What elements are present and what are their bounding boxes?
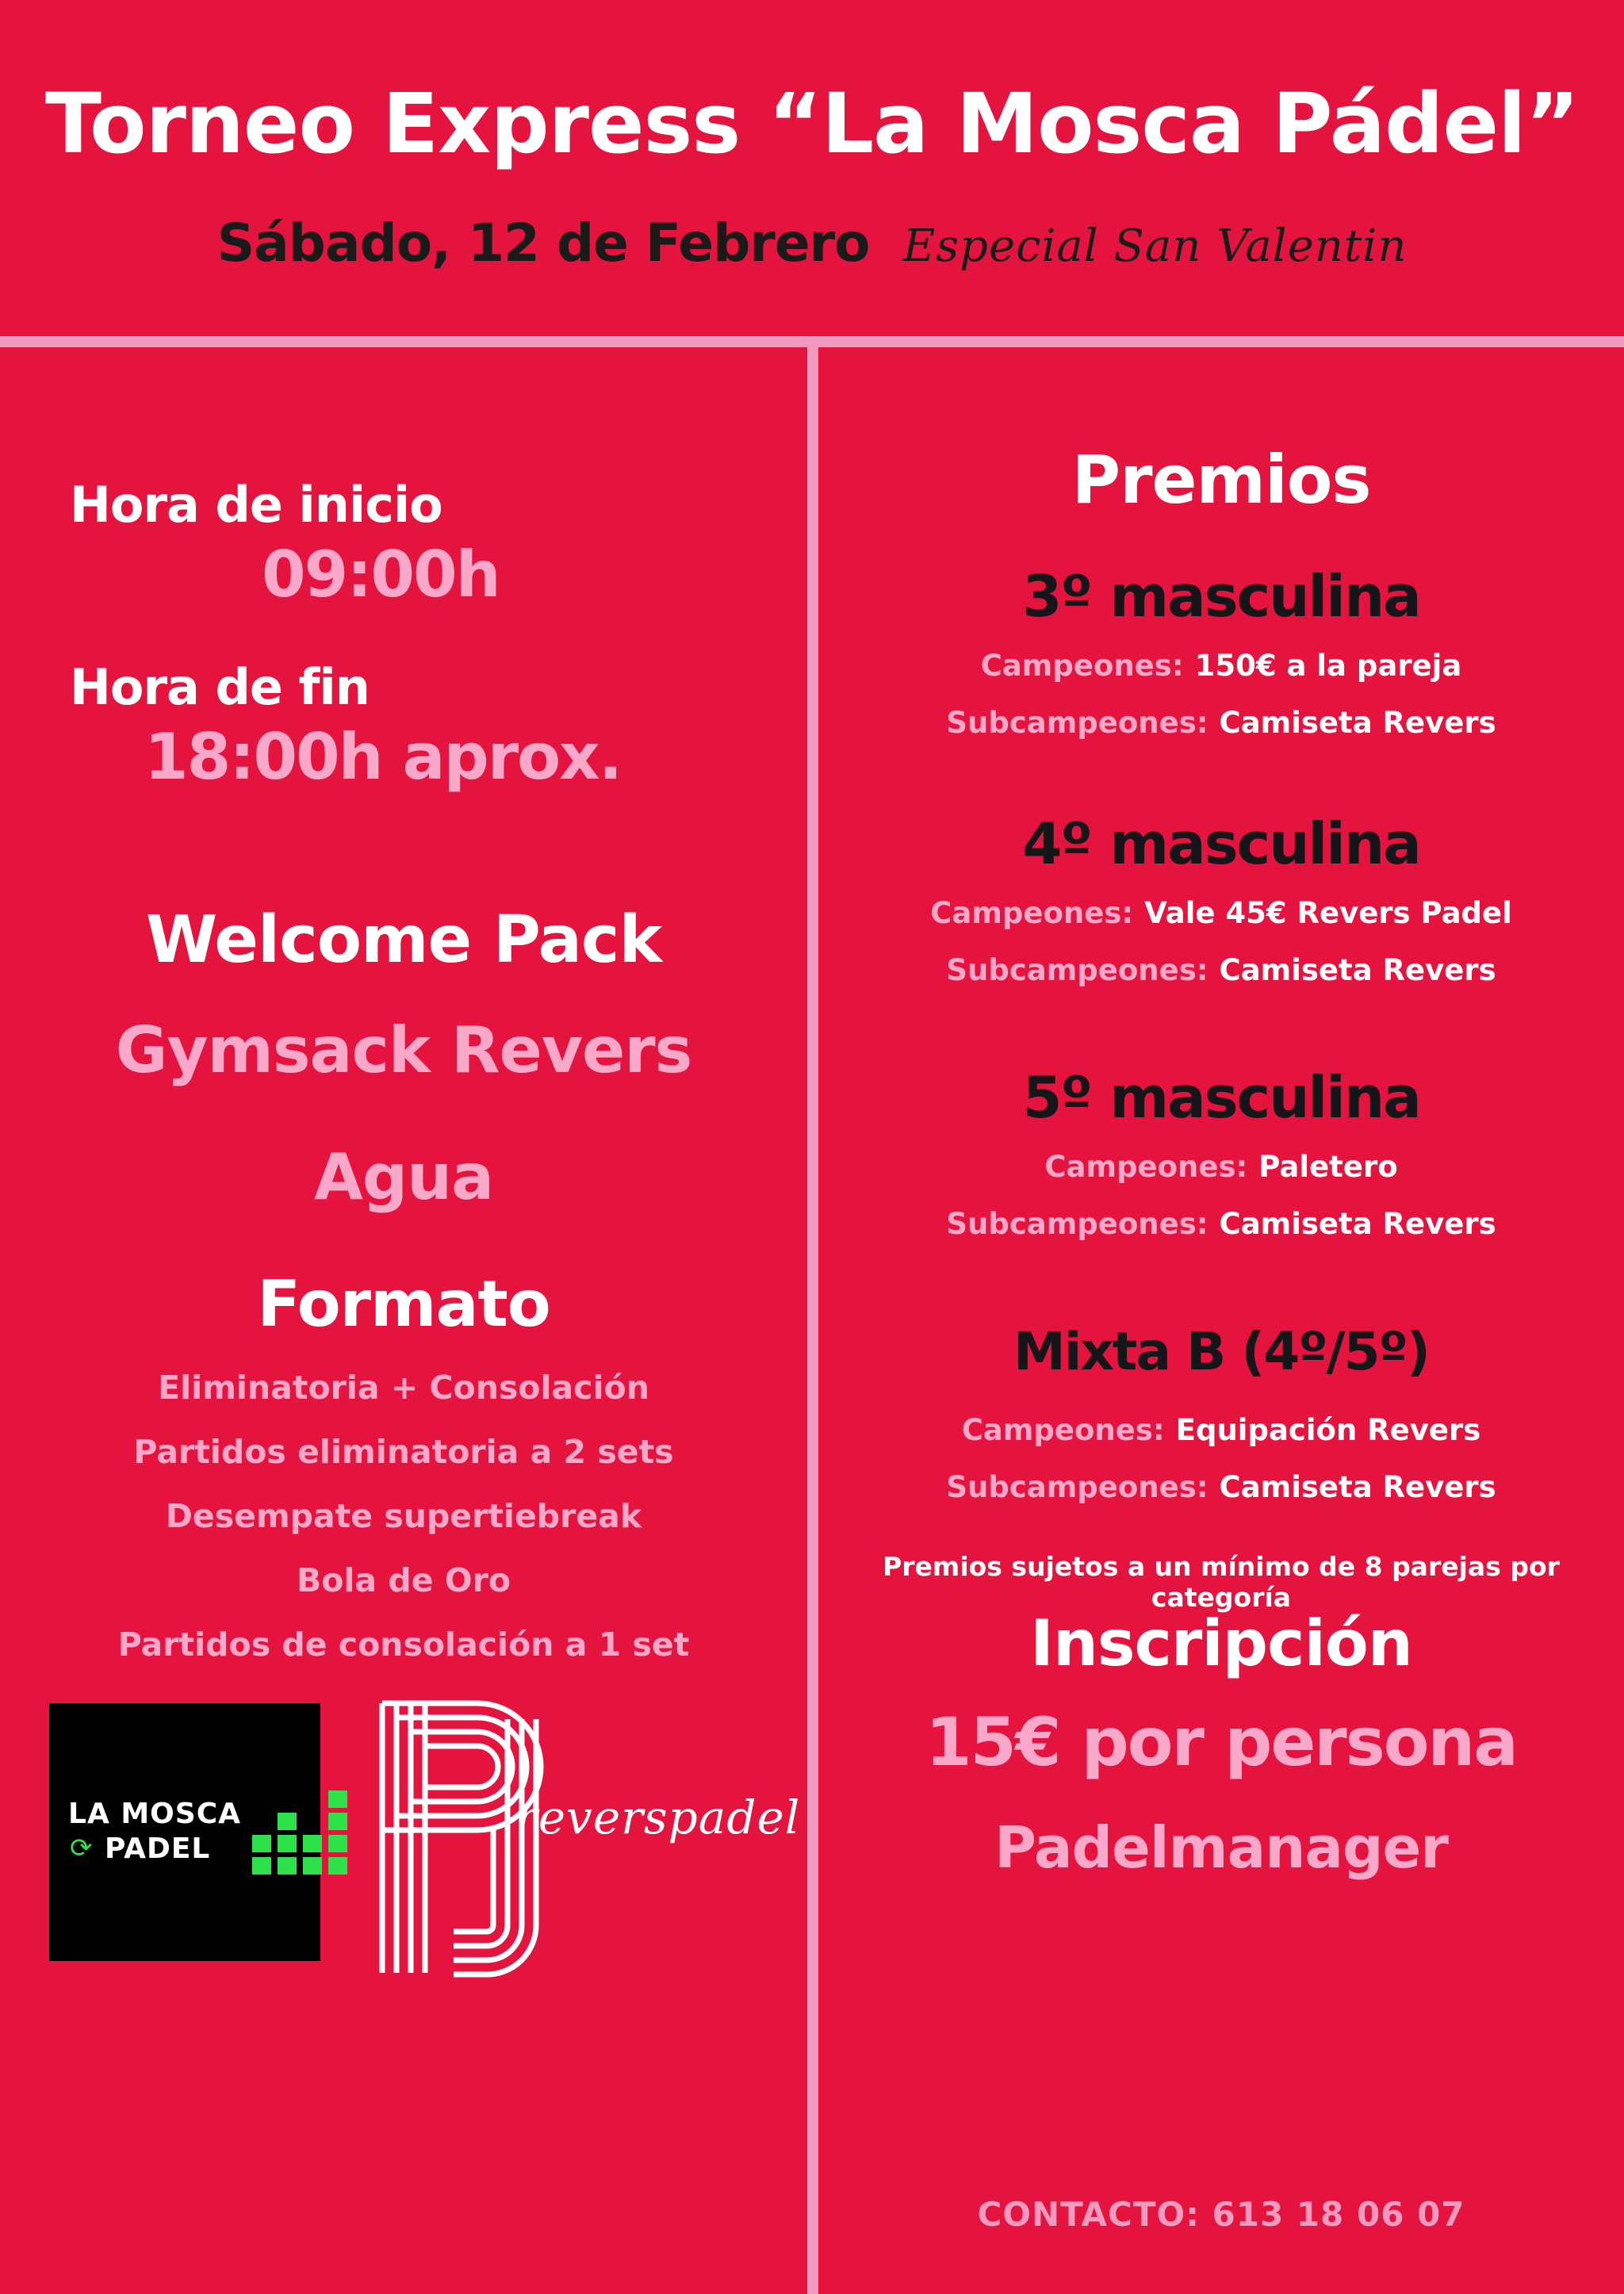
prize-runners-row: [818, 706, 1624, 740]
welcome-pack-title: Welcome Pack: [145, 902, 662, 978]
runners-label: Subcampeones:: [946, 1207, 1208, 1241]
format-item: Desempate supertiebreak: [165, 1497, 642, 1535]
prize-champions-row: [818, 1413, 1624, 1447]
start-time-label: Hora de inicio: [70, 476, 442, 534]
end-time-label: Hora de fin: [70, 658, 370, 716]
runners-value: Camiseta Revers: [1219, 706, 1496, 740]
prizes-note: Premios sujetos a un mínimo de 8 parejas por categoría: [883, 1551, 1560, 1613]
poster-header: [0, 0, 1624, 336]
prize-champions-row: [818, 649, 1624, 683]
champions-value: 150€ a la pareja: [1194, 649, 1462, 683]
left-column: [0, 347, 807, 2294]
registration-platform: Padelmanager: [994, 1814, 1448, 1881]
start-time-value: 09:00h: [262, 538, 500, 611]
runners-label: Subcampeones:: [946, 953, 1208, 987]
logo-la-mosca-line1: LA MOSCA: [68, 1798, 241, 1830]
registration-price: 15€ por persona: [925, 1703, 1517, 1781]
prize-runners-row: [818, 1470, 1624, 1504]
prize-category-title: 4º masculina: [1022, 810, 1420, 877]
prize-champions-row: [818, 1150, 1624, 1184]
runners-value: Camiseta Revers: [1219, 953, 1496, 987]
runners-label: Subcampeones:: [946, 706, 1208, 740]
contact-info: CONTACTO: 613 18 06 07: [977, 2195, 1465, 2234]
divider-horizontal: [0, 336, 1624, 347]
prizes-title: Premios: [1071, 441, 1371, 519]
champions-value: Equipación Revers: [1175, 1413, 1481, 1447]
welcome-pack-item-gymsack: Gymsack Revers: [115, 1013, 692, 1087]
runners-value: Camiseta Revers: [1219, 1470, 1496, 1504]
champions-label: Campeones:: [1044, 1150, 1248, 1184]
format-item: Partidos de consolación a 1 set: [117, 1626, 690, 1664]
prize-runners-row: [818, 953, 1624, 987]
registration-title: Inscripción: [1030, 1607, 1412, 1680]
event-date: Sábado, 12 de Febrero: [216, 213, 870, 274]
bars-icon: [252, 1789, 347, 1884]
runners-label: Subcampeones:: [946, 1470, 1208, 1504]
fly-swirl-icon: ⟳: [70, 1833, 93, 1863]
prize-runners-row: [818, 1207, 1624, 1241]
format-item: Partidos eliminatoria a 2 sets: [133, 1433, 674, 1471]
page-title: Torneo Express “La Mosca Pádel”: [45, 75, 1579, 172]
prize-category-title: 3º masculina: [1022, 563, 1420, 630]
champions-label: Campeones:: [980, 649, 1184, 683]
prize-category-title: Mixta B (4º/5º): [1013, 1321, 1429, 1382]
logo-revers-text: reverspadel: [515, 1790, 801, 1844]
welcome-pack-item-agua: Agua: [313, 1140, 494, 1214]
champions-value: Paletero: [1258, 1150, 1398, 1184]
champions-label: Campeones:: [930, 896, 1134, 930]
logo-la-mosca-padel: [49, 1703, 320, 1961]
prize-champions-row: [818, 896, 1624, 930]
right-column: [818, 347, 1624, 2294]
format-title: Formato: [257, 1267, 550, 1341]
format-list: [0, 1369, 807, 1690]
event-special-note: Especial San Valentin: [902, 220, 1408, 272]
runners-value: Camiseta Revers: [1219, 1207, 1496, 1241]
logo-revers-padel: [358, 1687, 801, 1989]
prize-category-title: 5º masculina: [1022, 1064, 1420, 1131]
divider-vertical: [807, 347, 818, 2294]
format-item: Eliminatoria + Consolación: [158, 1369, 649, 1407]
champions-label: Campeones:: [961, 1413, 1165, 1447]
end-time-value: 18:00h aprox.: [144, 720, 622, 794]
format-item: Bola de Oro: [296, 1561, 511, 1599]
logo-la-mosca-line2: PADEL: [105, 1833, 211, 1865]
champions-value: Vale 45€ Revers Padel: [1144, 896, 1512, 930]
header-subtitle-row: [0, 213, 1624, 274]
